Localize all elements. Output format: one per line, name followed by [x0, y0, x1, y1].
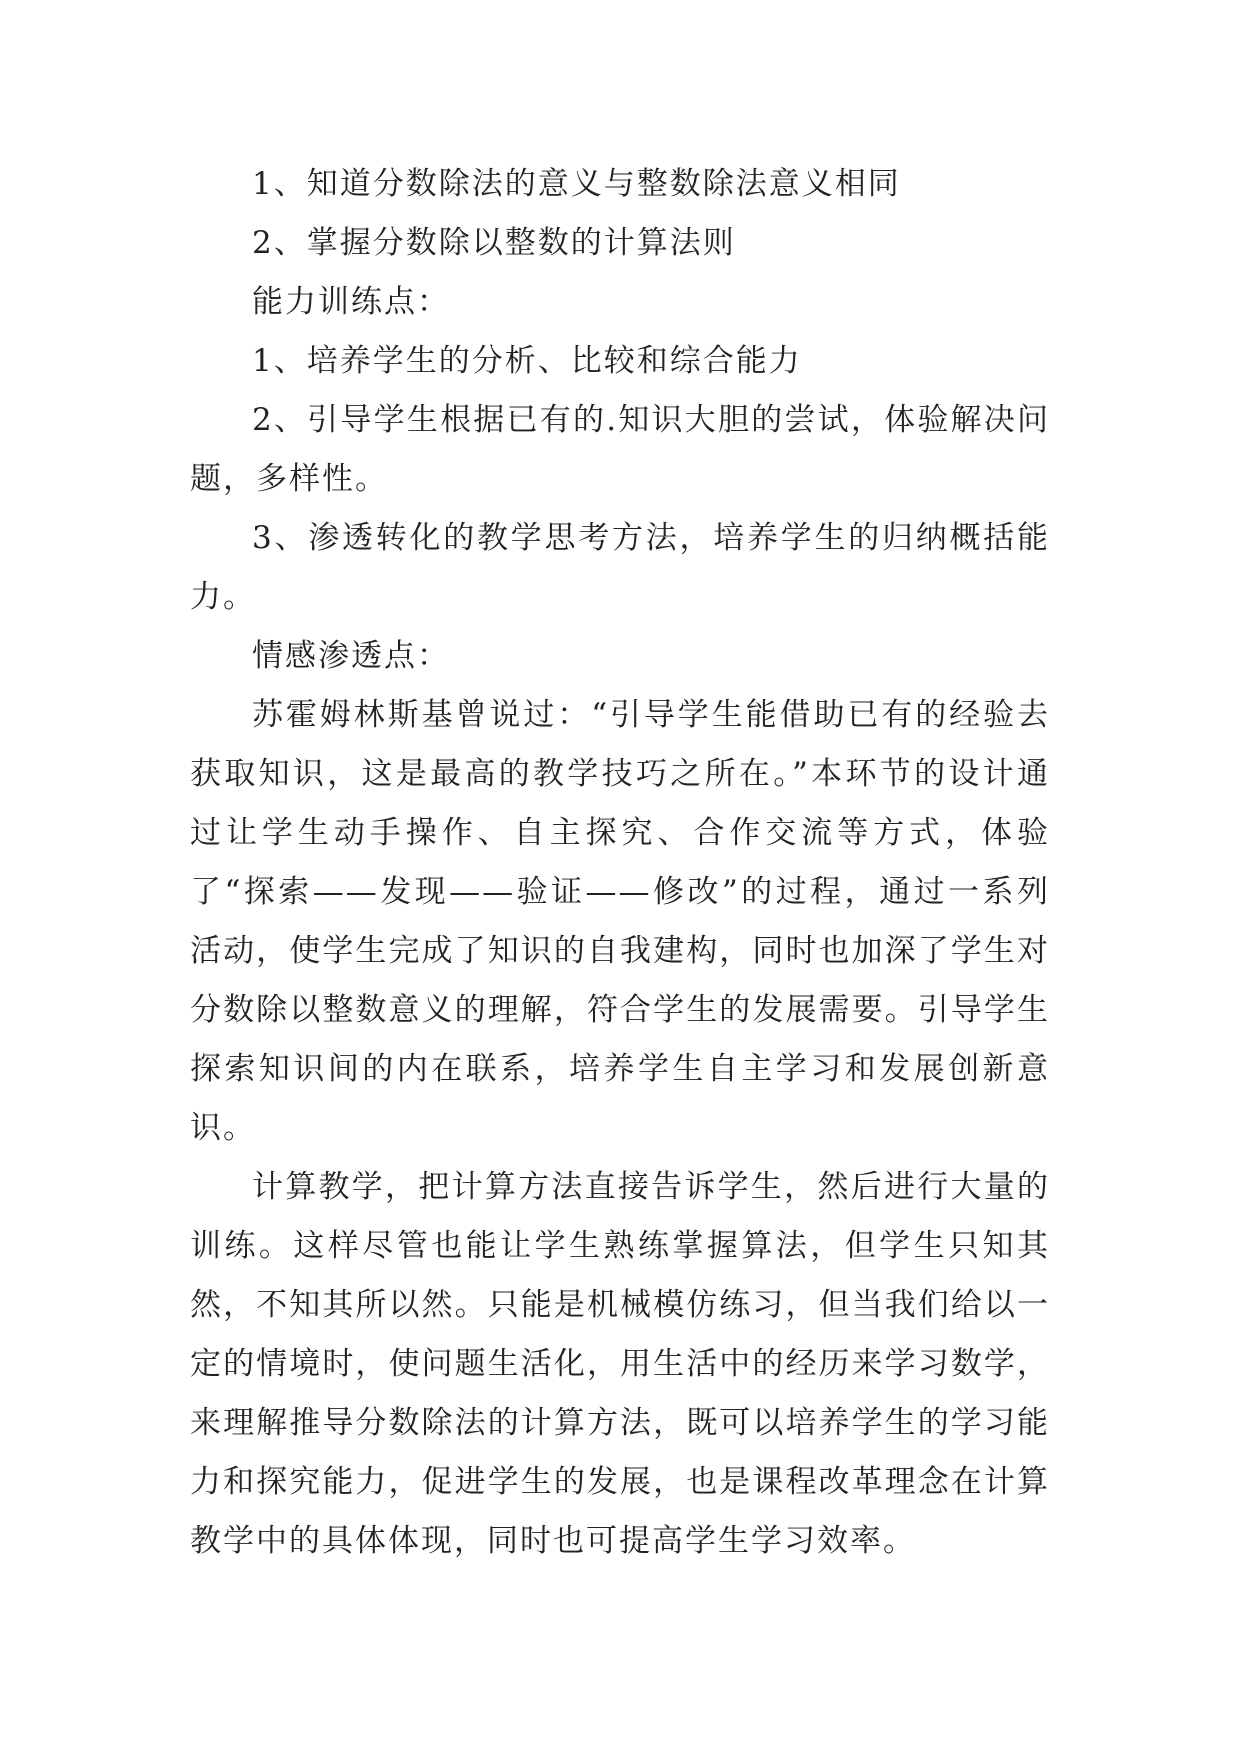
objective-2: 2、掌握分数除以整数的计算法则 [252, 225, 736, 261]
ability-point-1: 1、培养学生的分析、比较和综合能力 [252, 343, 802, 379]
objective-1: 1、知道分数除法的意义与整数除法意义相同 [252, 166, 901, 202]
ability-heading: 能力训练点： [252, 284, 450, 320]
emotion-heading: 情感渗透点： [252, 638, 450, 674]
document-body [190, 155, 1050, 1571]
teaching-reflection-paragraph: 计算教学，把计算方法直接告诉学生，然后进行大量的训练。这样尽管也能让学生熟练掌握算法，但学生只知其然，不知其所以然。只能是机械模仿练习，但当我们给以一定的情境时，使问题生活化，用生活中的经历来学习数学，来理解推导分数除法的计算方法，既可以培养学生的学习能力和探究能力，促进学生的发展，也是课程改革理念在计算教学中的具体体现，同时也可提高学生学习效率。 [190, 1169, 1050, 1559]
emotion-paragraph: 苏霍姆林斯基曾说过：“引导学生能借助已有的经验去获取知识，这是最高的教学技巧之所在。”本环节的设计通过让学生动手操作、自主探究、合作交流等方式，体验了“探索——发现——验证——修改”的过程，通过一系列活动，使学生完成了知识的自我建构，同时也加深了学生对分数除以整数意义的理解，符合学生的发展需要。引导学生探索知识间的内在联系，培养学生自主学习和发展创新意识。 [190, 697, 1050, 1146]
ability-point-3: 3、渗透转化的教学思考方法，培养学生的归纳概括能力。 [190, 520, 1050, 615]
ability-point-2: 2、引导学生根据已有的.知识大胆的尝试，体验解决问题，多样性。 [190, 402, 1050, 497]
